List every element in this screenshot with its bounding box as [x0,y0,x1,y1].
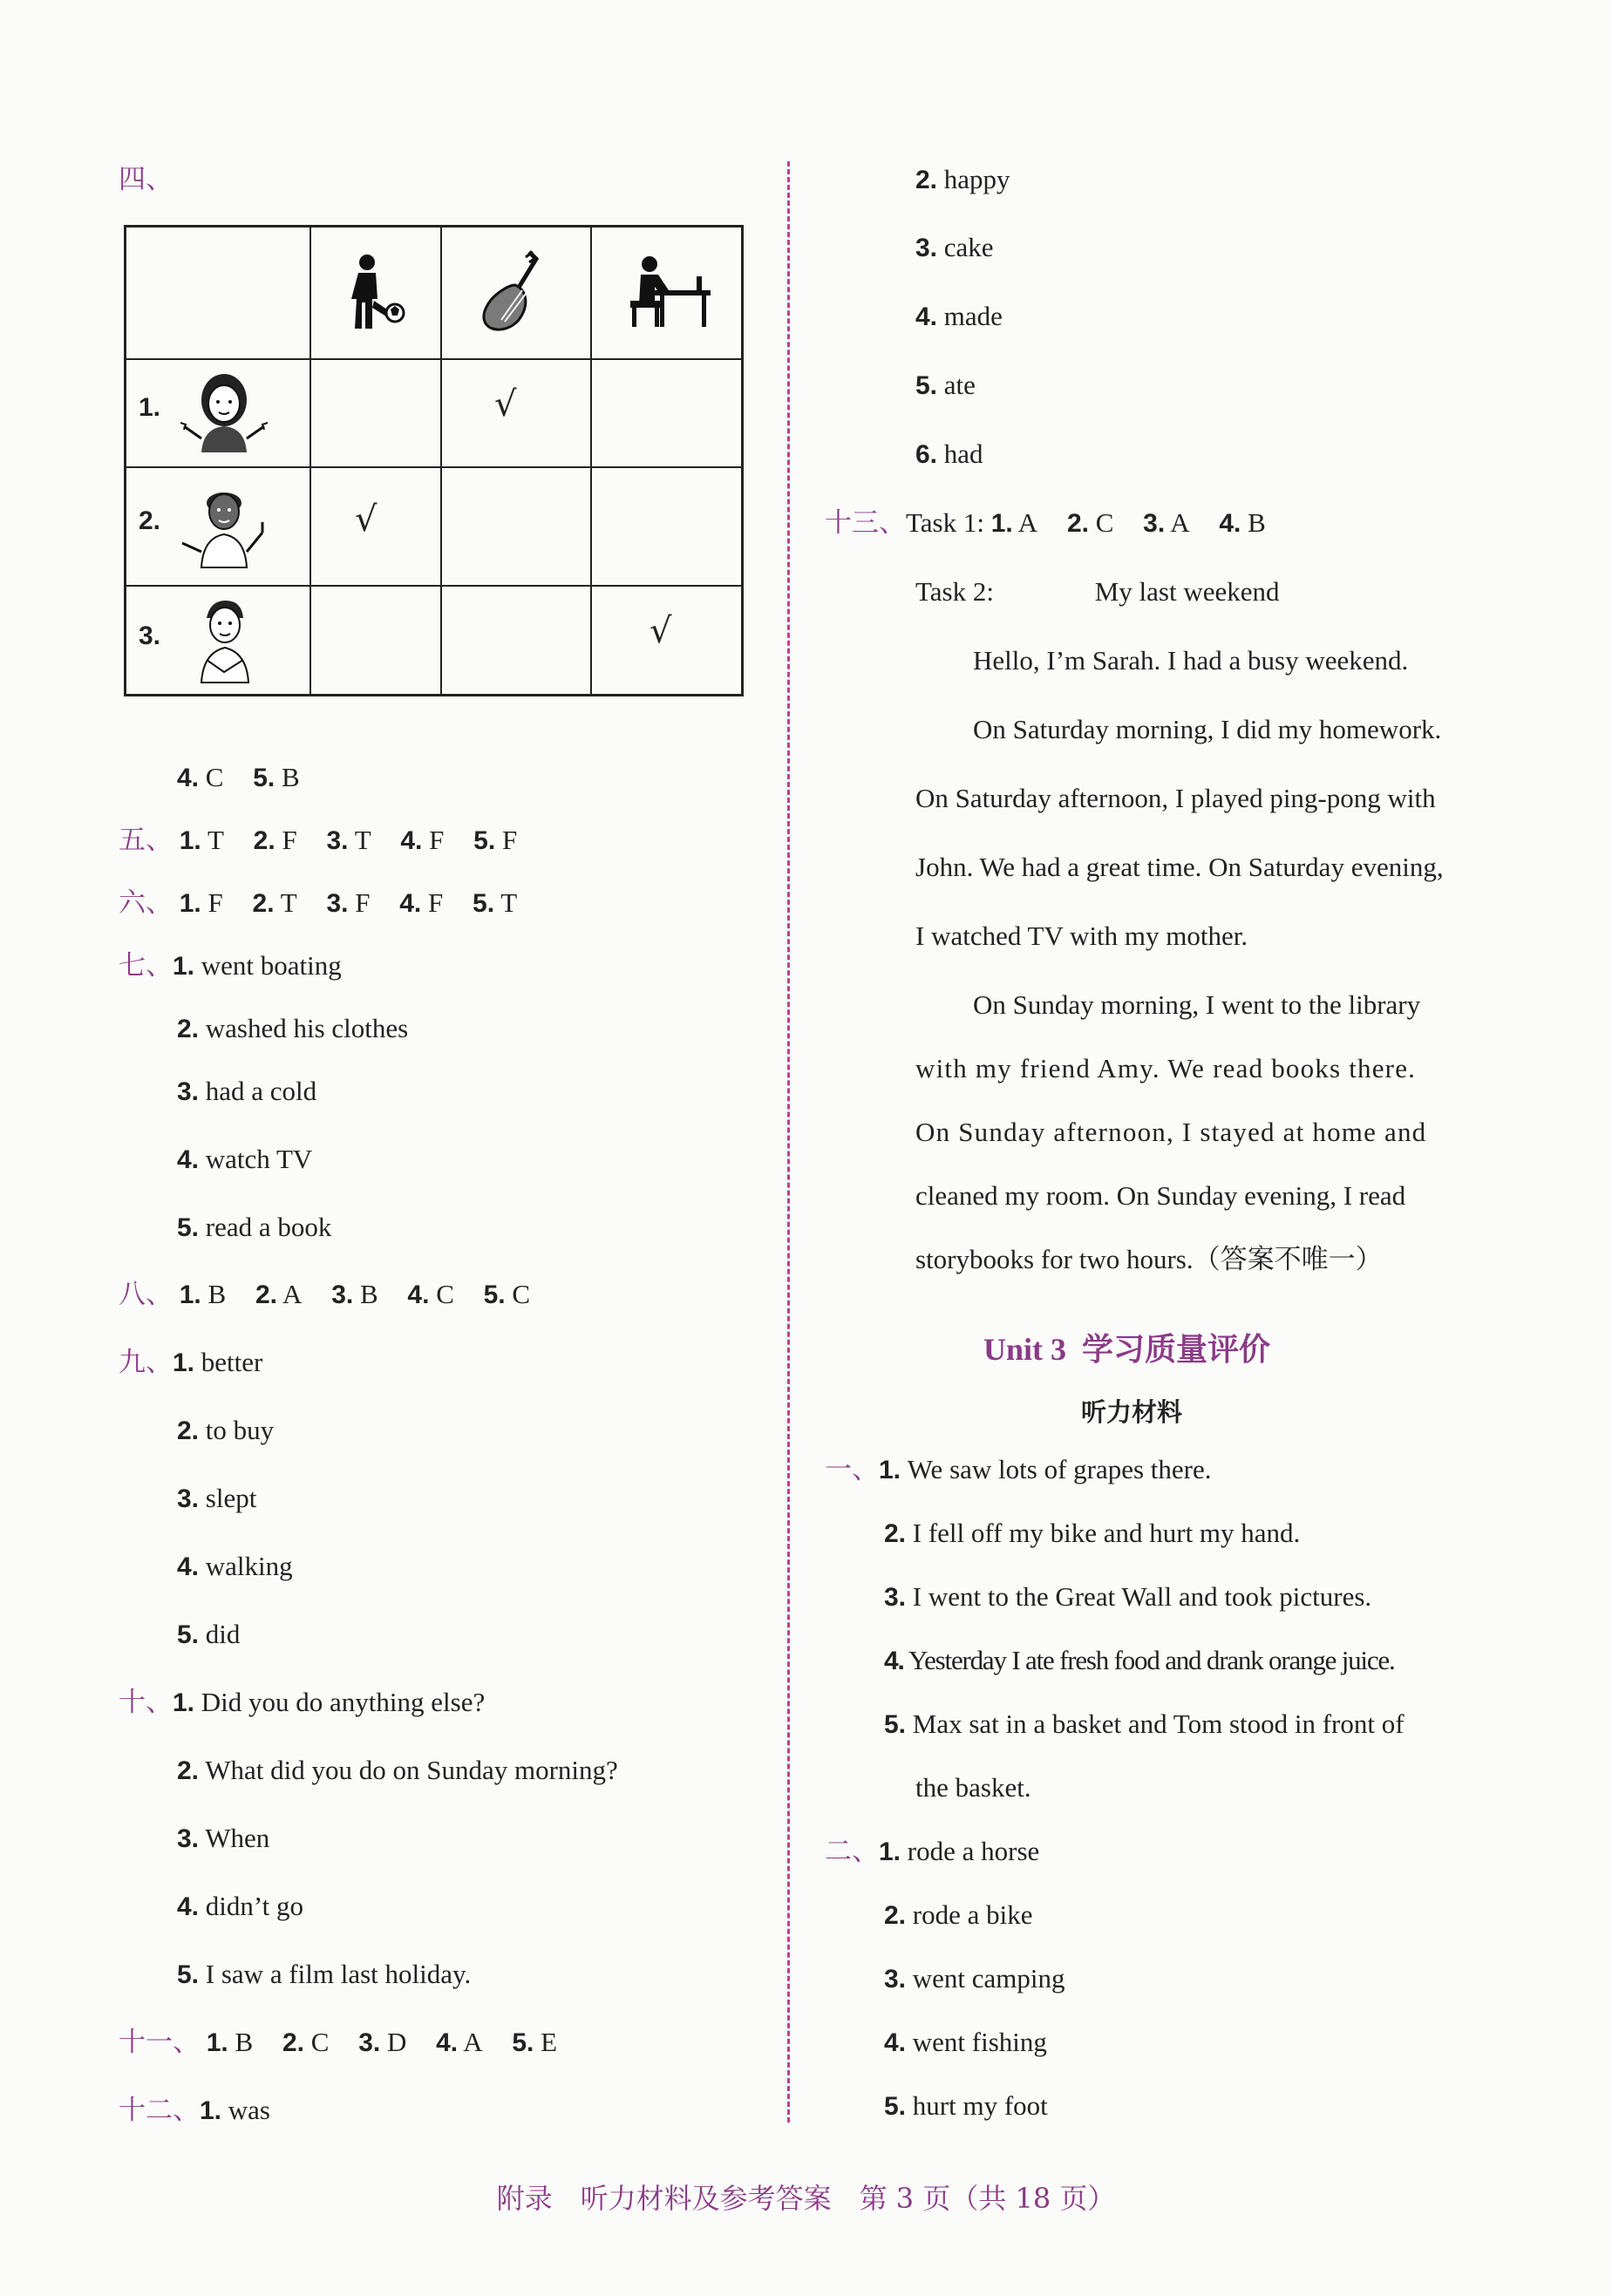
section-12-item: 3. cake [915,232,994,262]
unit3-sec2-item: 5. hurt my foot [884,2090,1048,2121]
section-12-item: 2. happy [915,164,1010,194]
unit3-sec1-item: 4. Yesterday I ate fresh food and drank orange juice. [884,1645,1395,1675]
student-at-desk-icon [620,252,716,330]
check-mark: √ [650,611,672,651]
section-6-answers: 六、 1. F 2. T 3. F 4. F 5. T [119,887,518,919]
task2-line: On Sunday morning, I went to the library [973,989,1421,1020]
task2-line: On Saturday morning, I did my homework. [973,714,1442,744]
section-10-item: 5. I saw a film last holiday. [177,1959,472,1989]
row-label-3: 3. [139,622,161,650]
row-label-2: 2. [139,506,161,535]
unit3-sec2-item: 4. went fishing [884,2027,1047,2057]
section-7-item: 3. had a cold [177,1076,317,1106]
playing-football-icon [343,250,412,337]
unit-title: Unit 3 学习质量评价 [983,1332,1271,1368]
boy-portrait-icon [172,592,276,688]
page-footer: 附录 听力材料及参考答案 第 3 页（共 18 页） [496,2182,1116,2215]
task2-title: My last weekend [1094,576,1280,607]
task2-line: with my friend Amy. We read books there. [915,1053,1417,1083]
girl-portrait-icon [172,365,276,461]
unit3-sec1-item: 一、1. We saw lots of grapes there. [825,1454,1212,1485]
section-7-item: 七、1. went boating [119,950,342,982]
unit3-sec2-item: 3. went camping [884,1963,1065,1994]
section-12-item: 十二、1. was [119,2095,270,2126]
task2-line: On Saturday afternoon, I played ping-pong with [915,783,1436,813]
section-13-task2-label: Task 2: My last weekend [915,576,1280,607]
section-12-item: 6. had [915,438,983,469]
task2-line: storybooks for two hours.（答案不唯一） [915,1244,1383,1274]
row-label-1: 1. [139,393,161,422]
section-9-item: 4. walking [177,1551,293,1581]
section-4-extra: 4. C 5. B [177,762,300,792]
unit3-sec2-item: 二、1. rode a horse [825,1836,1040,1867]
section-13-task1: 十三、Task 1: 1. A 2. C 3. A 4. B [825,507,1266,539]
task2-line: I watched TV with my mother. [915,920,1248,951]
check-mark: √ [355,499,377,540]
unit3-sec1-item: 3. I went to the Great Wall and took pictures. [884,1581,1372,1612]
section-10-item: 十、1. Did you do anything else? [119,1687,486,1718]
task2-line: John. We had a great time. On Saturday evening, [915,852,1444,882]
listening-material-title: 听力材料 [1081,1397,1183,1427]
section-9-item: 5. did [177,1619,241,1649]
unit3-sec1-cont: the basket. [915,1772,1031,1803]
section-11-answers: 十一、 1. B 2. C 3. D 4. A 5. E [119,2027,558,2058]
section-7-item: 4. watch TV [177,1144,313,1174]
section-10-item: 4. didn’t go [177,1891,304,1921]
task2-paragraph: Hello, I’m Sarah. I had a busy weekend. [973,645,1409,676]
answer-table [124,225,744,696]
unit3-sec2-item: 2. rode a bike [884,1899,1033,1930]
section-12-item: 4. made [915,301,1003,331]
check-mark: √ [494,384,517,425]
section-8-answers: 八、 1. B 2. A 3. B 4. C 5. C [119,1279,531,1310]
column-divider [787,161,790,2123]
section-7-item: 5. read a book [177,1212,332,1242]
pipa-instrument-icon [475,245,554,341]
section-5-answers: 五、 1. T 2. F 3. T 4. F 5. F [119,825,518,856]
section-9-item: 3. slept [177,1483,257,1513]
section-7-item: 2. washed his clothes [177,1013,409,1043]
section-12-item: 5. ate [915,370,976,400]
section-9-item: 九、1. better [119,1347,263,1378]
task2-line: On Sunday afternoon, I stayed at home and [915,1117,1427,1147]
section-4-marker: 四、 [119,164,173,195]
section-9-item: 2. to buy [177,1415,275,1445]
task2-line: cleaned my room. On Sunday evening, I read [915,1180,1406,1211]
unit3-sec1-item: 2. I fell off my bike and hurt my hand. [884,1518,1301,1548]
unit3-sec1-item: 5. Max sat in a basket and Tom stood in front of [884,1708,1405,1739]
section-10-item: 2. What did you do on Sunday morning? [177,1755,618,1785]
section-10-item: 3. When [177,1823,270,1853]
boy-portrait-icon [172,477,276,573]
